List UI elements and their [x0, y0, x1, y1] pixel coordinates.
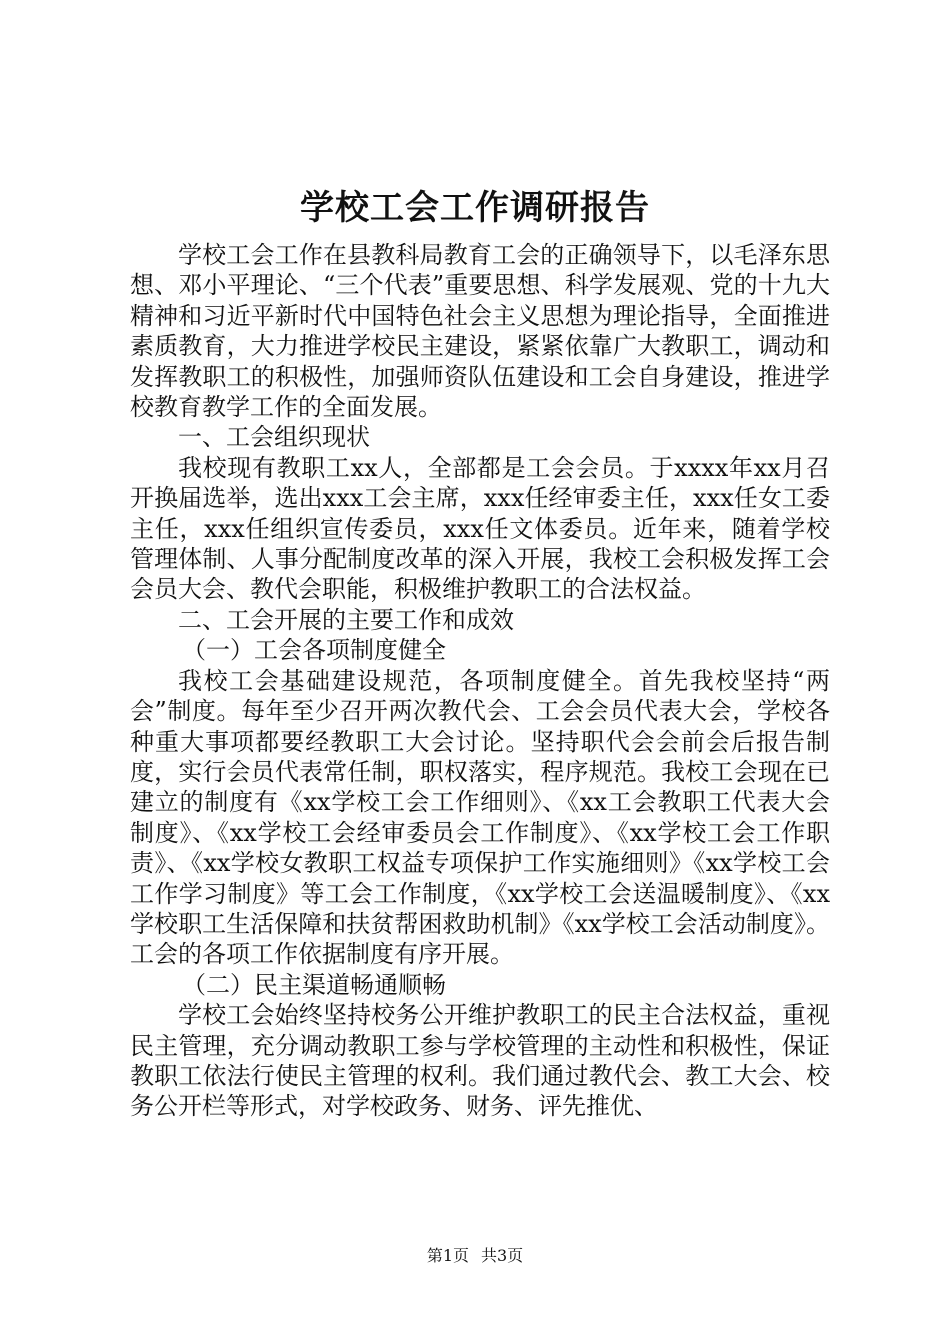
subsection-heading-1: （一）工会各项制度健全: [182, 636, 446, 665]
paragraph-democracy: 学校工会始终坚持校务公开维护教职工的民主合法权益，重视民主管理，充分调动教职工参与学校管理的主动性和积极性，保证教职工依法行使民主管理的权利。我们通过教代会、教工大会、校务公开栏等形式，对学校政务、财务、评先推优、: [130, 1001, 830, 1121]
paragraph-intro: 学校工会工作在县教科局教育工会的正确领导下，以毛泽东思想、邓小平理论、“三个代表”重要思想、科学发展观、党的十九大精神和习近平新时代中国特色社会主义思想为理论指导，全面推进素质教育，大力推进学校民主建设，紧紧依靠广大教职工，调动和发挥教职工的积极性，加强师资队伍建设和工会自身建设，推进学校教育教学工作的全面发展。: [130, 241, 830, 422]
subsection-heading-2: （二）民主渠道畅通顺畅: [182, 970, 446, 999]
page-footer: [0, 1245, 950, 1267]
paragraph-systems: 我校工会基础建设规范，各项制度健全。首先我校坚持“两会”制度。每年至少召开两次教代会、工会会员代表大会，学校各种重大事项都要经教职工大会讨论。坚持职代会会前会后报告制度，实行会员代表常任制，职权落实，程序规范。我校工会现在已建立的制度有《xx学校工会工作细则》、《xx工会教职工代表大会制度》、《xx学校工会经审委员会工作制度》、《xx学校工会工作职责》、《xx学校女教职工权益专项保护工作实施细则》《xx学校工会工作学习制度》等工会工作制度，《xx学校工会送温暖制度》、《xx学校职工生活保障和扶贫帮困救助机制》《xx学校工会活动制度》。工会的各项工作依据制度有序开展。: [130, 666, 830, 969]
section-heading-1: 一、工会组织现状: [178, 423, 370, 452]
paragraph-organization: 我校现有教职工xx人，全部都是工会会员。于xxxx年xx月召开换届选举，选出xxx工会主席，xxx任经审委主任，xxx任女工委主任，xxx任组织宣传委员，xxx任文体委员。近年来，随着学校管理体制、人事分配制度改革的深入开展，我校工会积极发挥工会会员大会、教代会职能，积极维护教职工的合法权益。: [130, 453, 830, 604]
page-number: 第1页: [426, 1246, 469, 1265]
section-heading-2: 二、工会开展的主要工作和成效: [178, 605, 514, 634]
document-body: [130, 240, 830, 1122]
document-title: 学校工会工作调研报告: [300, 188, 650, 228]
page-total: 共3页: [481, 1246, 524, 1265]
